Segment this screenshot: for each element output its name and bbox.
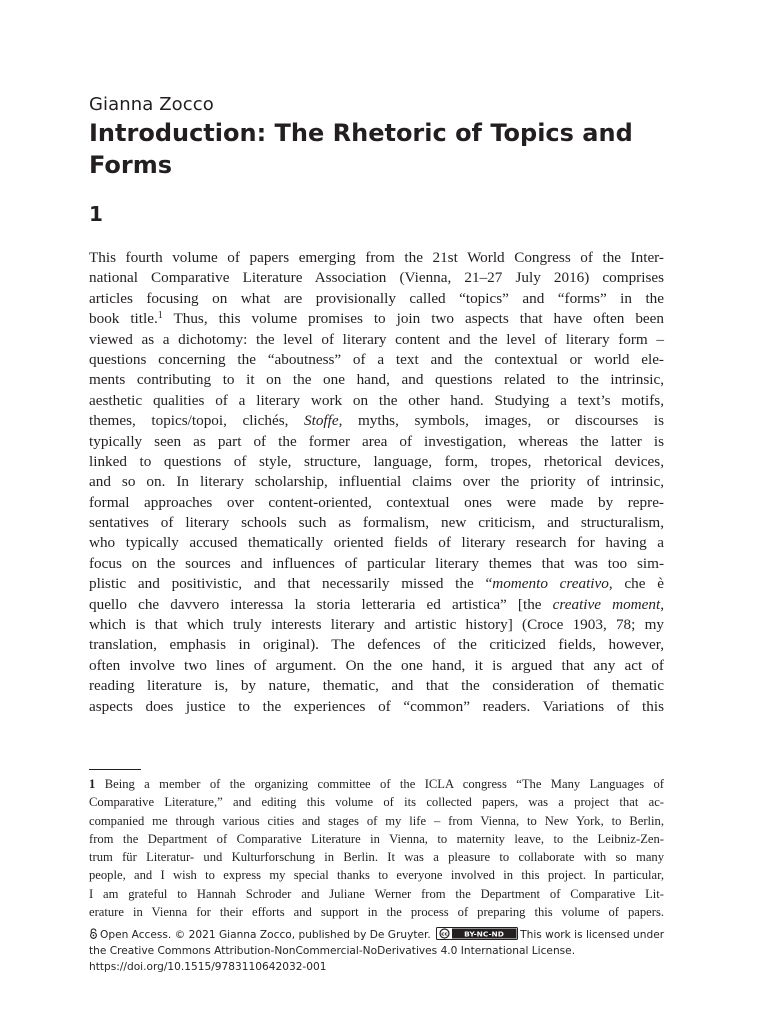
- body-text-run: and so on. In literary scholarship, influential claims over the priority of intrinsic,: [89, 473, 664, 491]
- document-page: [89, 0, 664, 1024]
- body-line: [89, 574, 664, 594]
- footnote-reference[interactable]: 1: [157, 310, 163, 322]
- body-text-run: typically seen as part of the former area of investigation, whereas the latter is: [89, 432, 664, 450]
- body-text-run: ments contributing to it on the one hand, and questions related to the intrinsic,: [89, 371, 664, 389]
- doi-link[interactable]: https://doi.org/10.1515/9783110642032-001: [89, 961, 327, 973]
- body-line: [89, 391, 664, 411]
- footnote-line: [89, 866, 664, 884]
- body-text-run: , che è: [608, 575, 665, 593]
- body-line: [89, 432, 664, 452]
- body-text-run: , myths, symbols, images, or discourses is: [338, 412, 665, 430]
- body-text-run: often involve two lines of argument. On the one hand, it is argued that any act of: [89, 656, 664, 674]
- body-line: [89, 350, 664, 370]
- footnote-divider: [89, 769, 141, 770]
- footnote-line: [89, 885, 664, 903]
- body-line: [89, 554, 664, 574]
- body-text-run: reading literature is, by nature, thematic, and that the consideration of thematic: [89, 677, 664, 695]
- body-line: [89, 248, 664, 268]
- body-text-run: questions concerning the “aboutness” of a text and the contextual or world ele-: [89, 350, 664, 368]
- footnote-text: from the Department of Comparative Literature in Vienna, to maternity leave, to the Leibniz-Zen-: [89, 831, 664, 846]
- body-line: [89, 595, 664, 615]
- svg-text:cc: cc: [441, 931, 448, 938]
- footnote-line: [89, 903, 664, 921]
- body-line: [89, 370, 664, 390]
- footnote-text: erature in Vienna for their efforts and support in the process of preparing this volume of papers.: [89, 905, 664, 920]
- footnote-line: [89, 848, 664, 866]
- body-text-run: ,: [660, 595, 664, 613]
- footnote-text: companied me through various cities and stages of my life – from Vienna, to New York, to Berlin,: [89, 813, 664, 828]
- body-text-run: national Comparative Literature Association (Vienna, 21–27 July 2016) comprises: [89, 269, 664, 287]
- body-text-run: This fourth volume of papers emerging from the 21st World Congress of the Inter-: [89, 249, 664, 266]
- body-text-run: aesthetic qualities of a literary work on the other hand. Studying a text’s motifs,: [89, 391, 664, 409]
- footnote-text: people, and I wish to express my special thanks to everyone involved in this project. In particular,: [89, 868, 664, 883]
- license-statement-start: This work is licensed under: [520, 929, 665, 941]
- footnote-line: [89, 775, 664, 793]
- body-line: [89, 411, 664, 431]
- footnote-text: I am grateful to Hannah Schroder and Juliane Werner from the Department of Comparative Lit-: [89, 886, 664, 901]
- body-line: [89, 697, 664, 717]
- footnote-text: Being a member of the organizing committee of the ICLA congress “The Many Languages of: [104, 777, 665, 791]
- body-line: [89, 676, 664, 696]
- body-line: [89, 635, 664, 655]
- license-line-2: the Creative Commons Attribution-NonCommercial-NoDerivatives 4.0 International License.: [89, 945, 576, 957]
- license-notice: [89, 927, 664, 975]
- body-text-run: themes, topics/topoi, clichés,: [89, 412, 304, 430]
- body-paragraph: [89, 248, 664, 717]
- body-text-run: which is that which truly interests literary and artistic history] (Croce 1903, 78; my: [89, 616, 664, 634]
- footnote-text: trum für Literatur- und Kulturforschung in Berlin. It was a pleasure to collaborate with so many: [89, 850, 664, 865]
- body-text-run: translation, emphasis in original). The defences of the criticized fields, however,: [89, 636, 664, 654]
- body-line: [89, 330, 664, 350]
- body-text-run: who typically accused thematically oriented fields of literary research for having a: [89, 534, 664, 552]
- footnote-line: [89, 830, 664, 848]
- body-text-run: aspects does justice to the experiences of “common” readers. Variations of this: [89, 697, 664, 715]
- body-text-run: Thus, this volume promises to join two aspects that have often been: [162, 310, 664, 328]
- footnote-line: [89, 812, 664, 830]
- body-line: [89, 513, 664, 533]
- body-line: [89, 289, 664, 309]
- body-text-run: quello che davvero interessa la storia letteraria ed artistica” [the: [89, 595, 553, 613]
- footnote-line: [89, 793, 664, 811]
- license-open-access-text: Open Access. © 2021 Gianna Zocco, published by De Gruyter.: [100, 929, 431, 941]
- body-text-run: formal approaches over content-oriented, contextual ones were made by repre-: [89, 493, 664, 511]
- body-line: [89, 309, 664, 329]
- body-text-run: plistic and positivistic, and that necessarily missed the “: [89, 575, 493, 593]
- italic-term: Stoffe: [304, 412, 339, 430]
- body-line: [89, 656, 664, 676]
- section-number: 1: [89, 202, 103, 226]
- chapter-title: Introduction: The Rhetoric of Topics and Forms: [89, 119, 633, 179]
- author-name: Gianna Zocco: [89, 94, 214, 115]
- body-text-run: articles focusing on what are provisionally called “topics” and “forms” in the: [89, 289, 664, 307]
- body-line: [89, 452, 664, 472]
- body-text-run: viewed as a dichotomy: the level of literary content and the level of literary form –: [89, 330, 664, 348]
- italic-term: momento creativo: [492, 575, 609, 593]
- body-text-run: linked to questions of style, structure, language, form, tropes, rhetorical devices,: [89, 452, 664, 470]
- footnote: [89, 775, 664, 921]
- license-line-1: [89, 927, 664, 943]
- body-text-run: sentatives of literary schools such as formalism, new criticism, and structuralism,: [89, 514, 664, 532]
- italic-term: creative moment: [552, 595, 661, 613]
- body-line: [89, 533, 664, 553]
- body-line: [89, 493, 664, 513]
- body-line: [89, 615, 664, 635]
- cc-badge-label: BY-NC-ND: [464, 929, 505, 939]
- open-access-lock-icon: [89, 928, 98, 939]
- body-text-run: focus on the sources and influences of particular literary themes that was too sim-: [89, 554, 664, 572]
- body-text-run: book title.: [89, 310, 158, 328]
- cc-by-nc-nd-badge[interactable]: [436, 927, 518, 940]
- body-line: [89, 472, 664, 492]
- footnote-text: Comparative Literature,” and editing this volume of its collected papers, was a project that ac-: [89, 795, 664, 810]
- footnote-number: 1: [89, 777, 96, 791]
- body-line: [89, 268, 664, 288]
